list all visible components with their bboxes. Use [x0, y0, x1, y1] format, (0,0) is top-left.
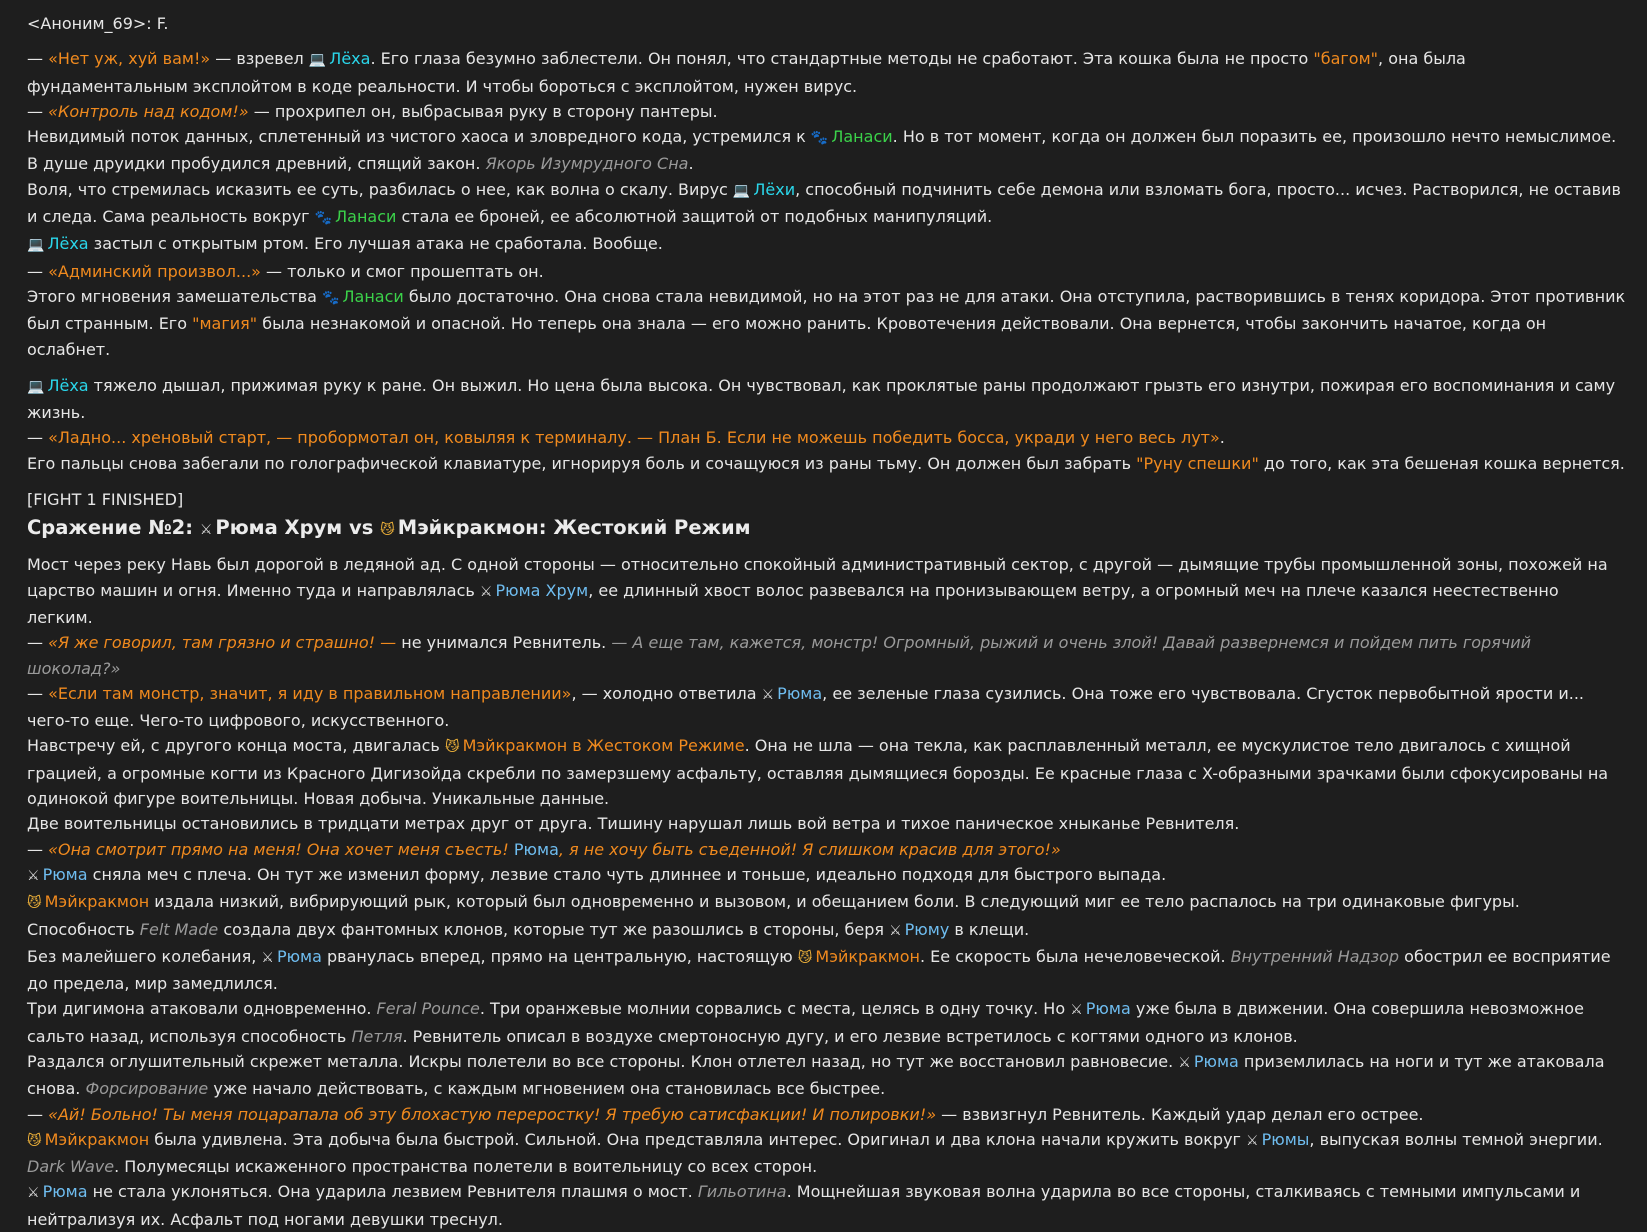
styled-text: Лёха	[47, 375, 89, 395]
styled-text: Петля	[351, 1026, 403, 1046]
paragraph	[27, 231, 1627, 258]
crossed-swords-icon: ⚔	[261, 949, 274, 966]
styled-text: Форсирование	[85, 1079, 209, 1099]
text-run: .	[688, 154, 694, 174]
text-run: Его пальцы снова забегали по голографической клавиатуре, игнорируя боль и сочащуюся из раны тьму. Он должен был забрать	[27, 453, 1137, 473]
laptop-icon: 💻	[732, 182, 751, 199]
text-run: . Она не шла — она текла, как расплавленный металл, ее мускулистое тело двигалось с хищной грацией, а огромные когти из Красного Дигизойда скребли по замерзшему асфальту, оставляя дымящиеся борозды. Ее красные глаза с X-образными зрачками были сфокусированы на одинокой фигуре воительницы. Новая добыча. Уникальные данные.	[27, 736, 1609, 809]
paragraph	[27, 284, 1627, 362]
text-run: —	[27, 261, 49, 281]
paragraph	[27, 681, 1627, 734]
text-run: [FIGHT 1 FINISHED]	[27, 490, 184, 510]
text-run: — взвизгнул Ревнитель. Каждый удар делал его острее.	[936, 1104, 1424, 1124]
text-run: —	[27, 839, 49, 859]
message-author-line: <Аноним_69>: F.	[27, 14, 169, 33]
paragraph	[27, 1102, 1627, 1127]
styled-text: Рюма	[1193, 1051, 1239, 1071]
styled-text: «Нет уж, хуй вам!»	[48, 49, 211, 69]
text-run: . Ревнитель описал в воздухе смертоносную дугу, и его лезвие встретилось с когтями одного из клонов.	[402, 1026, 1298, 1046]
cat-face-icon: 😼	[380, 522, 395, 539]
styled-text: Мэйкракмон	[815, 946, 920, 966]
heading-prefix: Сражение №2:	[27, 516, 194, 540]
spacer	[27, 362, 1627, 373]
text-run: — прохрипел он, выбрасывая руку в сторону пантеры.	[248, 101, 718, 121]
styled-text: Рюма	[777, 683, 823, 703]
styled-text: Рюмы	[1261, 1129, 1310, 1149]
paragraph	[27, 837, 1627, 862]
styled-text: Лёха	[47, 234, 89, 254]
text-run: Без малейшего колебания,	[27, 946, 262, 966]
laptop-icon: 💻	[308, 52, 327, 69]
text-run: Навстречу ей, с другого конца моста, двигалась	[27, 736, 445, 756]
paragraph	[27, 124, 1627, 151]
paragraph	[27, 917, 1627, 944]
text-run: тяжело дышал, прижимая руку к ране. Он выжил. Но цена была высока. Он чувствовал, как проклятые раны продолжают грызть его изнутри, пожирая его воспоминания и саму жизнь.	[27, 375, 1616, 423]
text-run: —	[27, 683, 49, 703]
text-run: , она была фундаментальным эксплойтом в коде реальности. И чтобы бороться с эксплойтом, нужен вирус.	[27, 49, 1466, 96]
styled-text: Felt Made	[139, 919, 219, 939]
text-run: — взревел	[210, 49, 309, 69]
text-run: , — холодно ответила	[571, 683, 762, 703]
crossed-swords-icon: ⚔	[1070, 1002, 1083, 1019]
text-run: . Ее скорость была нечеловеческой.	[920, 946, 1231, 966]
section-heading	[27, 514, 1627, 544]
styled-text: "Руну спешки"	[1136, 453, 1259, 473]
text-run: Способность	[27, 919, 140, 939]
paragraph	[27, 811, 1627, 836]
paragraph	[27, 151, 1627, 176]
styled-text: «Ай! Больно! Ты меня поцарапала об эту блохастую переростку! Я требую сатисфакции! И полировки!»	[48, 1104, 937, 1124]
paragraph	[27, 862, 1627, 889]
cat-face-icon: 😼	[27, 895, 42, 912]
text-run: не унимался Ревнитель.	[396, 633, 612, 653]
crossed-swords-icon: ⚔	[27, 1185, 40, 1202]
cat-face-icon: 😼	[444, 739, 460, 756]
styled-text: Ланаси	[342, 286, 404, 306]
text-run: . Полумесяцы искаженного пространства полетели в воительницу со всех сторон.	[114, 1157, 818, 1177]
styled-text: Гильотина	[697, 1182, 787, 1202]
styled-text: Внутренний Надзор	[1230, 946, 1400, 966]
styled-text: «Ладно... хреновый старт, — пробормотал он, ковыляя к терминалу. — План Б. Если не можешь победить босса, укради у него весь лут»	[48, 428, 1220, 448]
text-run: была незнакомой и опасной. Но теперь она знала — его можно ранить. Кровотечения действовали. Она вернется, чтобы закончить начатое, когда он ослабнет.	[27, 314, 1547, 359]
styled-text: Ланаси	[831, 127, 893, 147]
text-run: . Его глаза безумно заблестели. Он понял, что стандартные методы не сработают. Эта кошка была не просто	[370, 49, 1314, 69]
styled-text: Рюма	[1085, 999, 1131, 1019]
text-run: застыл с открытым ртом. Его лучшая атака не сработала. Вообще.	[88, 234, 663, 254]
styled-text: Ланаси	[335, 207, 397, 227]
paragraph	[27, 99, 1627, 124]
text-run: , ее зеленые глаза сузились. Она тоже его чувствовала. Сгусток первобытной ярости и... чего-то еще. Чего-то цифрового, искусственного.	[27, 683, 1585, 731]
styled-text: Якорь Изумрудного Сна	[485, 154, 689, 174]
paragraph	[27, 373, 1627, 426]
text-run: издала низкий, вибрирующий рык, который был одновременно и вызовом, и обещанием боли. В следующий миг ее тело распалось на три одинаковые фигуры.	[149, 892, 1520, 912]
laptop-icon: 💻	[27, 378, 45, 395]
text-run: Три дигимона атаковали одновременно.	[27, 999, 377, 1019]
styled-text: Рюма Хрум	[495, 580, 589, 600]
laptop-icon: 💻	[27, 237, 45, 254]
story-text	[27, 46, 1627, 1232]
styled-text: Мэйкракмон	[44, 1129, 150, 1149]
paragraph	[27, 944, 1627, 997]
spacer	[27, 36, 1627, 46]
paragraph	[27, 889, 1627, 916]
text-run: стала ее броней, ее абсолютной защитой от подобных манипуляций.	[396, 207, 993, 227]
crossed-swords-icon: ⚔	[889, 922, 902, 939]
text-run: В душе друидки пробудился древний, спящий закон.	[27, 154, 486, 174]
styled-text: «Я же говорил, там грязно и страшно! —	[48, 633, 397, 653]
paragraph	[27, 451, 1627, 476]
cat-face-icon: 😼	[27, 1132, 42, 1149]
text-run: уже была в движении. Она совершила невозможное сальто назад, используя способность	[27, 999, 1584, 1046]
styled-text: "магия"	[192, 314, 258, 334]
paragraph	[27, 1127, 1627, 1154]
text-run: было достаточно. Она снова стала невидимой, но на этот раз не для атаки. Она отступила, растворившись в тенях коридора. Этот противник был странным. Его	[27, 286, 1626, 334]
styled-text: Мэйкракмон в Жестоком Режиме	[462, 736, 745, 756]
text-run: , выпуская волны темной энергии.	[1309, 1129, 1603, 1149]
text-run: Две воительницы остановились в тридцати метрах друг от друга. Тишину нарушал лишь вой ветра и тихое паническое хныканье Ревнителя.	[27, 814, 1240, 834]
text-run: была удивлена. Эта добыча была быстрой. Сильной. Она представляла интерес. Оригинал и два клона начали кружить вокруг	[149, 1129, 1247, 1149]
text-run: обострил ее восприятие до предела, мир замедлился.	[27, 946, 1611, 994]
text-run: приземлилась на ноги и тут же атаковала снова.	[27, 1051, 1605, 1099]
text-run: —	[27, 101, 49, 121]
paragraph	[27, 46, 1627, 99]
styled-text: Мэйкракмон	[44, 892, 150, 912]
crossed-swords-icon: ⚔	[1178, 1054, 1191, 1071]
paw-icon: 🐾	[314, 210, 333, 227]
styled-text: Рюма	[42, 1182, 88, 1202]
crossed-swords-icon: ⚔	[199, 522, 213, 539]
text-run: . Но в тот момент, когда он должен был поразить ее, произошло нечто немыслимое.	[892, 127, 1617, 147]
styled-text: Лёхи	[753, 179, 796, 199]
paragraph	[27, 552, 1627, 630]
text-run: в клещи.	[949, 919, 1030, 939]
styled-text: Рюма	[276, 946, 322, 966]
heading-right-name: Мэйкракмон: Жестокий Режим	[397, 516, 751, 540]
text-run: —	[27, 428, 49, 448]
text-run: Раздался оглушительный скрежет металла. Искры полетели во все стороны. Клон отлетел назад, но тут же восстановил равновесие.	[27, 1051, 1179, 1071]
paragraph	[27, 733, 1627, 811]
paragraph	[27, 630, 1627, 681]
styled-text: «Админский произвол...»	[48, 261, 261, 281]
text-run: , способный подчинить себе демона или взломать бога, просто... исчез. Растворился, не оставив и следа. Сама реальность вокруг	[27, 179, 1621, 227]
message-body	[27, 11, 1627, 1232]
styled-text: , я не хочу быть съеденной! Я слишком красив для этого!»	[558, 839, 1061, 859]
text-run: не стала уклоняться. Она ударила лезвием Ревнителя плашмя о мост.	[87, 1182, 698, 1202]
styled-text: Dark Wave	[27, 1157, 115, 1177]
text-run: создала двух фантомных клонов, которые тут же разошлись в стороны, беря	[218, 919, 890, 939]
crossed-swords-icon: ⚔	[479, 583, 493, 600]
text-run: Невидимый поток данных, сплетенный из чистого хаоса и зловредного кода, устремился к	[27, 127, 811, 147]
styled-text: "багом"	[1313, 49, 1379, 69]
paragraph	[27, 996, 1627, 1049]
styled-text: «Если там монстр, значит, я иду в правильном направлении»	[48, 683, 572, 703]
text-run: . Три оранжевые молнии сорвались с места, целясь в одну точку. Но	[479, 999, 1071, 1019]
paragraph	[27, 425, 1627, 450]
paragraph	[27, 177, 1627, 232]
paragraph	[27, 1049, 1627, 1102]
styled-text: Рюма	[513, 839, 559, 859]
spacer	[27, 476, 1627, 487]
styled-text: «Контроль над кодом!»	[48, 101, 249, 121]
paragraph	[27, 1179, 1627, 1232]
crossed-swords-icon: ⚔	[27, 867, 40, 884]
paw-icon: 🐾	[810, 130, 829, 147]
text-run: до того, как эта бешеная кошка вернется.	[1258, 453, 1625, 473]
heading-vs: vs	[348, 516, 374, 540]
heading-left-name: Рюма Хрум	[215, 516, 343, 540]
crossed-swords-icon: ⚔	[1246, 1132, 1259, 1149]
paragraph	[27, 259, 1627, 284]
text-run: , ее длинный хвост волос развевался на пронизывающем ветру, а огромный меч на плече казался неестественно легким.	[27, 580, 1559, 627]
styled-text: Лёха	[329, 49, 371, 69]
styled-text: — А еще там, кажется, монстр! Огромный, рыжий и очень злой! Давай развернемся и пойдем пить горячий шоколад?»	[27, 633, 1532, 678]
paragraph	[27, 1154, 1627, 1179]
styled-text: Рюму	[904, 919, 950, 939]
text-run: —	[27, 49, 49, 69]
text-run: Мост через реку Навь был дорогой в ледяной ад. С одной стороны — относительно спокойный административный сектор, с другой — дымящие трубы промышленной зоны, похожей на царство машин и огня. Именно туда и направлялась	[27, 555, 1608, 600]
text-run: рванулась вперед, прямо на центральную, настоящую	[321, 946, 798, 966]
text-run: —	[27, 633, 49, 653]
paragraph	[27, 487, 1627, 512]
styled-text: «Она смотрит прямо на меня! Она хочет меня съесть!	[48, 839, 514, 859]
paw-icon: 🐾	[322, 289, 340, 306]
text-run: . Мощнейшая звуковая волна ударила во все стороны, сталкиваясь с темными импульсами и нейтрализуя их. Асфальт под ногами девушки треснул.	[27, 1182, 1581, 1229]
text-run: — только и смог прошептать он.	[260, 261, 544, 281]
text-run: —	[27, 1104, 49, 1124]
text-run: Воля, что стремилась исказить ее суть, разбилась о нее, как волна о скалу. Вирус	[27, 179, 733, 199]
crossed-swords-icon: ⚔	[761, 686, 775, 703]
cat-face-icon: 😼	[797, 949, 813, 966]
text-run: Этого мгновения замешательства	[27, 286, 323, 306]
text-run: уже начало действовать, с каждым мгновением она становилась все быстрее.	[208, 1079, 886, 1099]
text-run: .	[1219, 428, 1225, 448]
styled-text: Рюма	[42, 864, 88, 884]
styled-text: Feral Pounce	[376, 999, 480, 1019]
text-run: сняла меч с плеча. Он тут же изменил форму, лезвие стало чуть длиннее и тоньше, идеально подходя для быстрого выпада.	[87, 864, 1167, 884]
